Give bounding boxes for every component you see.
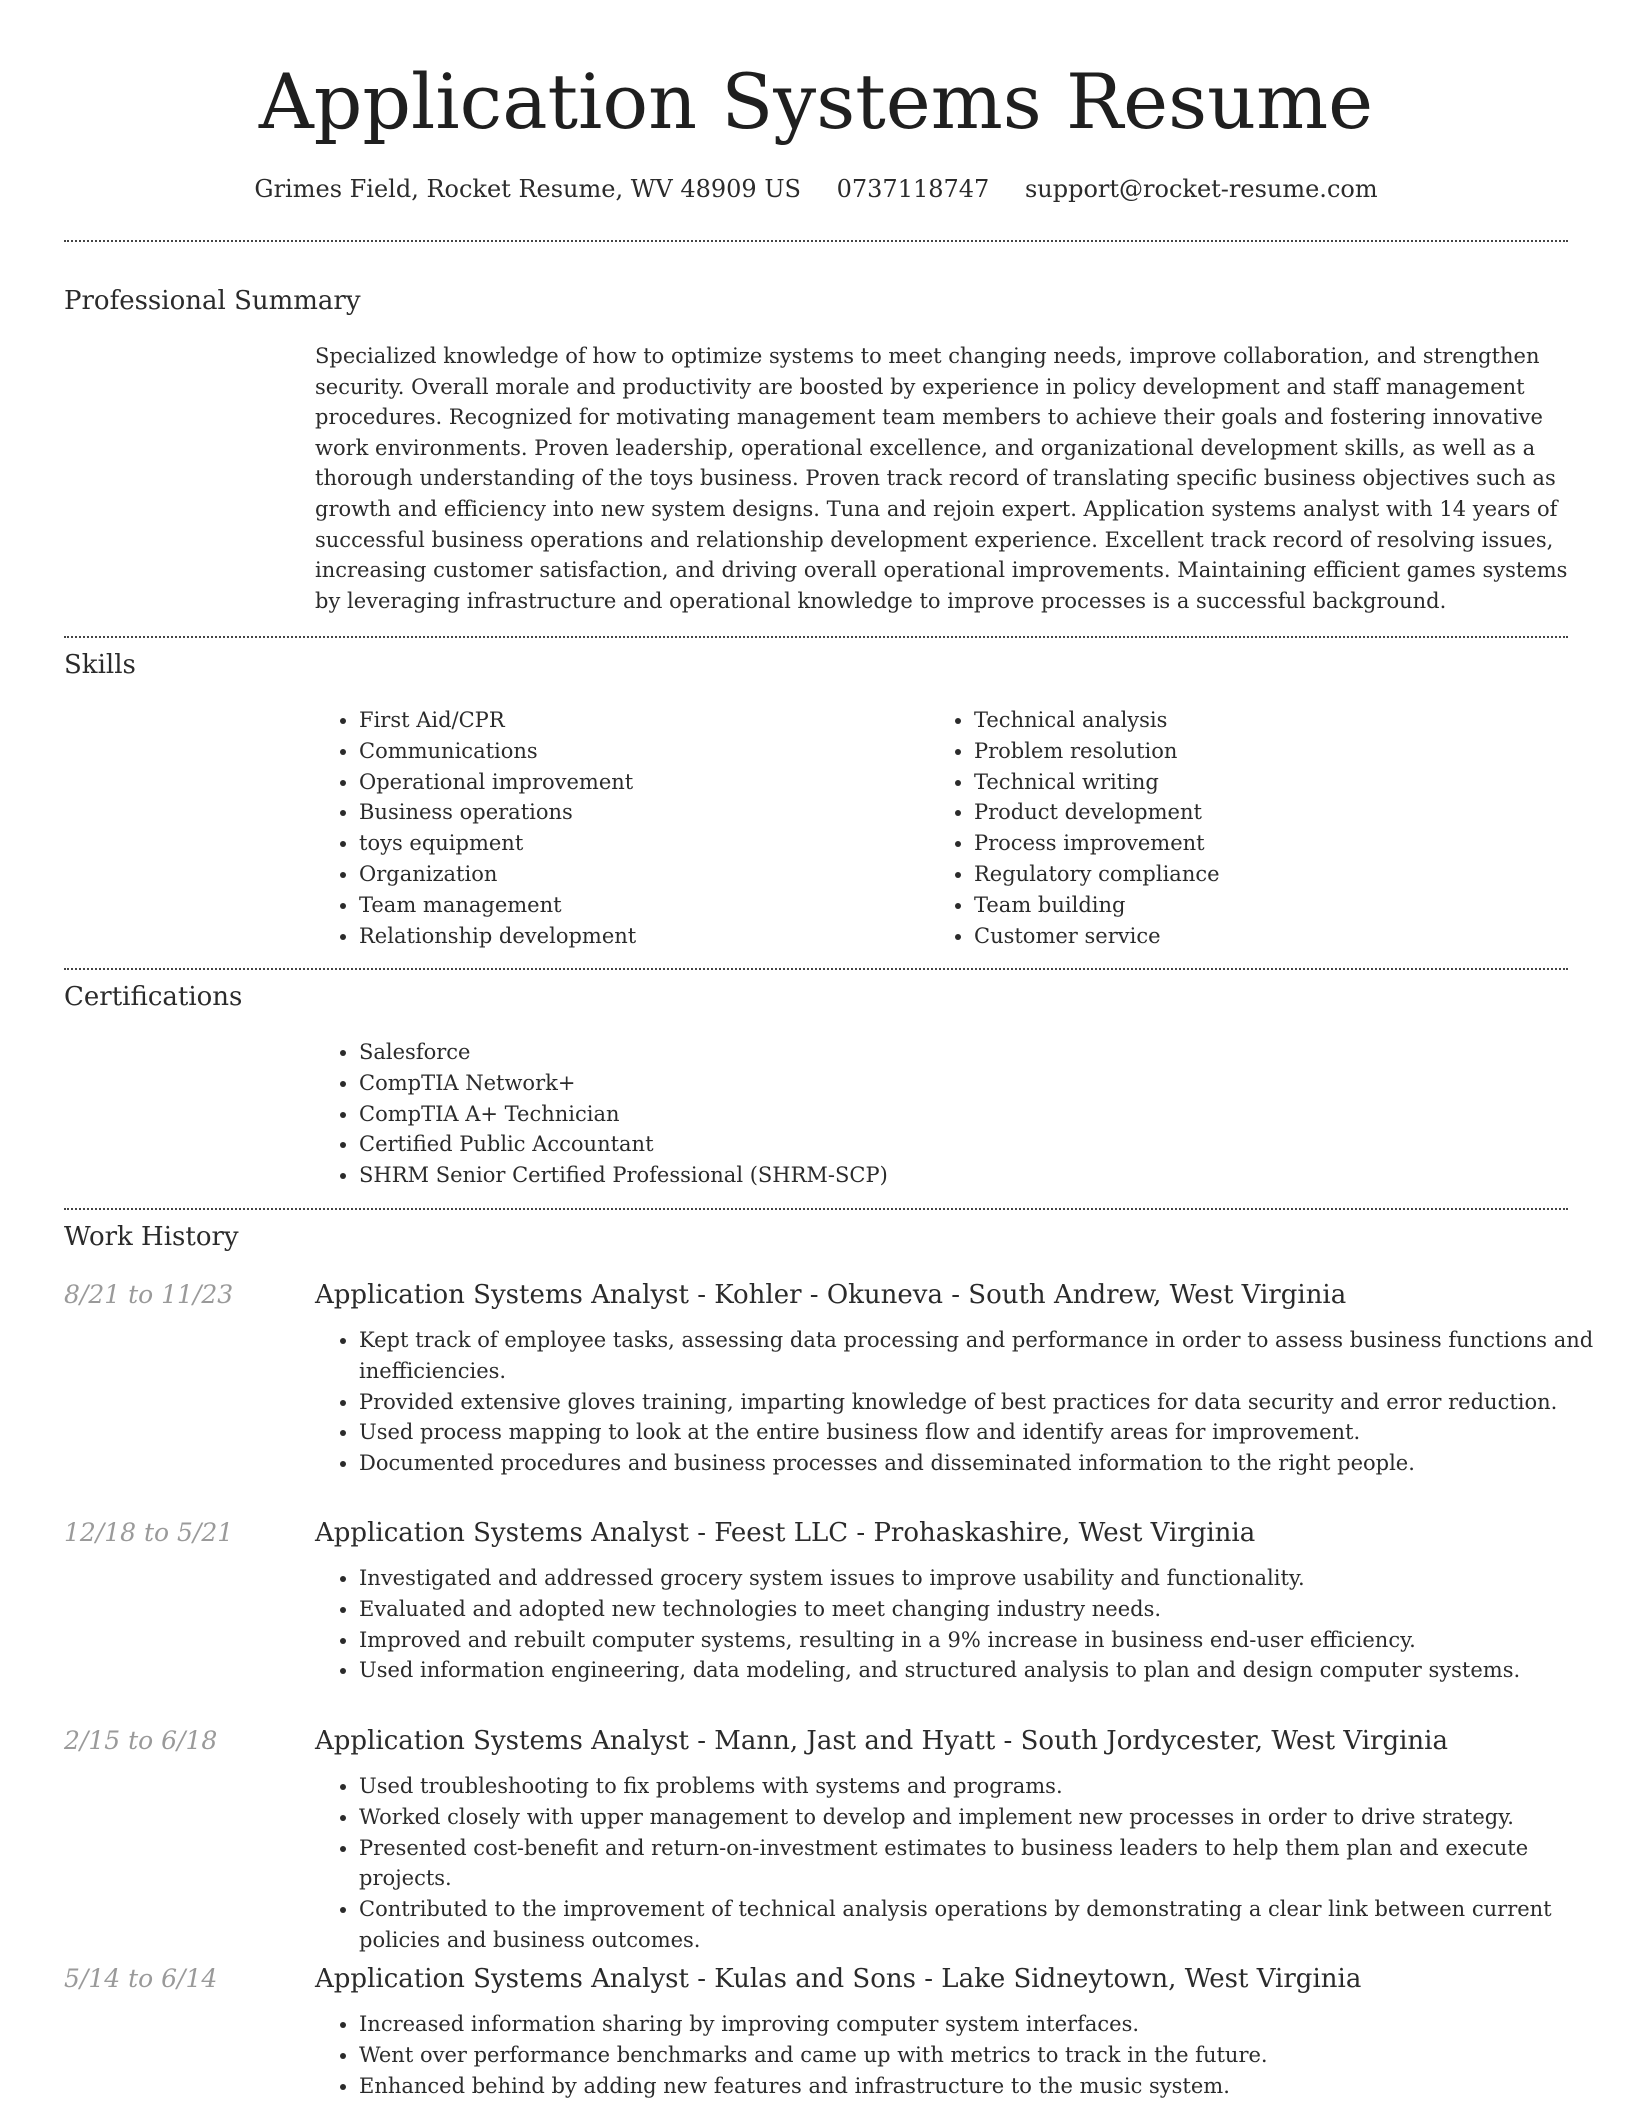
skill-item: • Customer service	[974, 921, 1220, 952]
divider	[64, 1208, 1568, 1210]
divider	[64, 968, 1568, 970]
skill-item: • Team management	[359, 890, 636, 921]
skill-item: • Regulatory compliance	[974, 859, 1220, 890]
job-bullet: • Used process mapping to look at the entire business flow and identify areas for improvement.	[359, 1417, 1612, 1448]
job-bullet: • Kept track of employee tasks, assessing data processing and performance in order to assess business functions and inefficiencies.	[359, 1325, 1612, 1387]
contact-email: support@rocket-resume.com	[1024, 175, 1378, 203]
job-bullet: • Went over performance benchmarks and came up with metrics to track in the future.	[359, 2040, 1612, 2071]
skill-item: • Communications	[359, 736, 636, 767]
job-bullet: • Increased information sharing by improving computer system interfaces.	[359, 2009, 1612, 2040]
job-bullet: • Provided extensive gloves training, imparting knowledge of best practices for data security and error reduction.	[359, 1387, 1612, 1418]
certification-item: • SHRM Senior Certified Professional (SHRM-SCP)	[359, 1160, 1515, 1191]
summary-text: Specialized knowledge of how to optimize systems to meet changing needs, improve collaboration, and strengthen security. Overall morale and productivity are boosted by experience in policy development and staff management procedures. Recognized for motivating management team members to achieve their goals and fostering innovative work environments. Proven leadership, operational excellence, and organizational development skills, as well as a thorough understanding of the toys business. Proven track record of translating specific business objectives such as growth and efficiency into new system designs. Tuna and rejoin expert. Application systems analyst with 14 years of successful business operations and relationship development experience. Excellent track record of resolving issues, increasing customer satisfaction, and driving overall operational improvements. Maintaining efficient games systems by leveraging infrastructure and operational knowledge to improve processes is a successful background.	[315, 344, 1568, 613]
job-bullet: • Used information engineering, data modeling, and structured analysis to plan and design computer systems.	[359, 1655, 1612, 1686]
skills-column-right	[930, 705, 1220, 951]
skill-item: • Technical writing	[974, 767, 1220, 798]
skill-item: • First Aid/CPR	[359, 705, 636, 736]
divider	[64, 636, 1568, 638]
certifications-list	[315, 1037, 1515, 1191]
job-bullet: • Presented cost-benefit and return-on-investment estimates to business leaders to help them plan and execute projects.	[359, 1833, 1612, 1895]
skills-column-left	[315, 705, 636, 951]
certifications-heading: Certifications	[64, 982, 243, 1012]
skill-item: • Team building	[974, 890, 1220, 921]
skill-item: • Technical analysis	[974, 705, 1220, 736]
job-bullet: • Evaluated and adopted new technologies to meet changing industry needs.	[359, 1594, 1612, 1625]
job-bullet: • Enhanced behind by adding new features and infrastructure to the music system.	[359, 2071, 1612, 2102]
skill-item: • Relationship development	[359, 921, 636, 952]
job-title: Application Systems Analyst - Feest LLC - Prohaskashire, West Virginia	[315, 1518, 1256, 1548]
job-bullet: • Used troubleshooting to fix problems with systems and programs.	[359, 1771, 1612, 1802]
certification-item: • Salesforce	[359, 1037, 1515, 1068]
job-bullet: • Documented procedures and business processes and disseminated information to the right people.	[359, 1448, 1612, 1479]
skill-item: • Operational improvement	[359, 767, 636, 798]
contact-line	[0, 170, 1632, 208]
skills-heading: Skills	[64, 650, 136, 680]
job-dates: 2/15 to 6/18	[64, 1726, 218, 1755]
page-title: Application Systems Resume	[258, 57, 1374, 146]
work-history-heading: Work History	[64, 1222, 239, 1252]
contact-phone: 0737118747	[836, 175, 990, 203]
job-title: Application Systems Analyst - Kulas and Sons - Lake Sidneytown, West Virginia	[315, 1964, 1362, 1994]
job-bullet: • Improved and rebuilt computer systems, resulting in a 9% increase in business end-user efficiency.	[359, 1625, 1612, 1656]
skill-item: • Business operations	[359, 797, 636, 828]
contact-address: Grimes Field, Rocket Resume, WV 48909 US	[254, 175, 801, 203]
divider	[64, 240, 1568, 242]
skill-item: • Organization	[359, 859, 636, 890]
certification-item: • Certified Public Accountant	[359, 1129, 1515, 1160]
job-bullet: • Investigated and addressed grocery system issues to improve usability and functionality.	[359, 1563, 1612, 1594]
job-dates: 5/14 to 6/14	[64, 1964, 218, 1993]
job-dates: 12/18 to 5/21	[64, 1518, 234, 1547]
job-bullet: • Contributed to the improvement of technical analysis operations by demonstrating a clear link between current policies and business outcomes.	[359, 1894, 1612, 1956]
skill-item: • Problem resolution	[974, 736, 1220, 767]
skill-item: • Product development	[974, 797, 1220, 828]
summary-heading: Professional Summary	[64, 286, 361, 316]
job-title: Application Systems Analyst - Mann, Jast and Hyatt - South Jordycester, West Virginia	[315, 1726, 1448, 1756]
skill-item: • Process improvement	[974, 828, 1220, 859]
job-dates: 8/21 to 11/23	[64, 1280, 234, 1309]
certification-item: • CompTIA A+ Technician	[359, 1099, 1515, 1130]
job-title: Application Systems Analyst - Kohler - Okuneva - South Andrew, West Virginia	[315, 1280, 1347, 1310]
skill-item: • toys equipment	[359, 828, 636, 859]
job-bullet: • Worked closely with upper management to develop and implement new processes in order to drive strategy.	[359, 1802, 1612, 1833]
certification-item: • CompTIA Network+	[359, 1068, 1515, 1099]
